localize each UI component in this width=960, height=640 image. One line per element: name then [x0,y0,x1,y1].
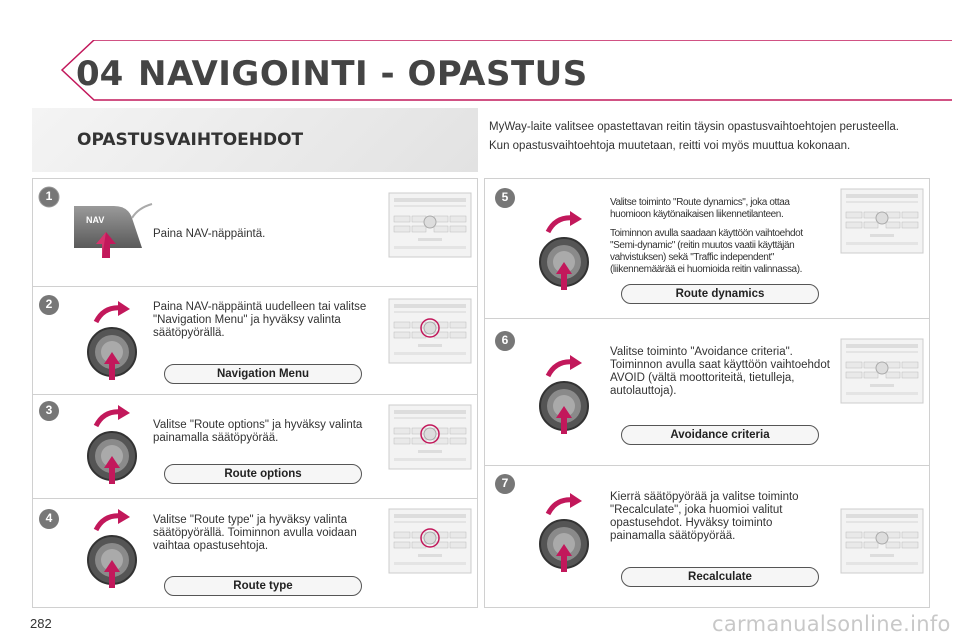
step-1-text: Paina NAV-näppäintä. [153,228,266,240]
step-badge-2: 2 [38,294,60,316]
step-2-text: Paina NAV-näppäintä uudelleen tai valitse "Navigation Menu" ja hyväksy valinta säätöpyörällä. [153,301,367,339]
menu-label-avoidance-criteria: Avoidance criteria [621,425,819,445]
row-divider [32,286,478,287]
row-divider [484,318,930,319]
radio-unit-illustration [840,188,924,254]
menu-label-route-options: Route options [164,464,362,484]
control-knob-icon [82,404,146,496]
step-7-text: Kierrä säätöpyörää ja valitse toiminto "Recalculate", joka huomioi valitut opastusehdot. Hyväksy toiminto painamalla säätöpyörää. [610,491,799,542]
intro-line-2: Kun opastusvaihtoehtoja muutetaan, reitti voi myös muuttua kokonaan. [489,140,851,152]
nav-key-illustration [72,198,154,260]
radio-unit-illustration [388,298,472,364]
menu-label-navigation-menu: Navigation Menu [164,364,362,384]
step-badge-3: 3 [38,400,60,422]
chapter-title: NAVIGOINTI - OPASTUS [138,54,588,94]
intro-line-1: MyWay-laite valitsee opastettavan reitin täysin opastusvaihtoehtojen perusteella. [489,121,899,133]
step-badge-7: 7 [494,473,516,495]
step-badge-5: 5 [494,187,516,209]
control-knob-icon [534,210,598,302]
step-4-text: Valitse "Route type" ja hyväksy valinta säätöpyörällä. Toiminnon avulla voidaan vaihtaa opastusehtoja. [153,514,357,552]
radio-unit-illustration [840,508,924,574]
control-knob-icon [534,354,598,446]
step-5-text: Valitse toiminto "Route dynamics", joka ottaa huomioon käytönaikaisen liikennetilanteen. [610,197,790,220]
menu-label-route-dynamics: Route dynamics [621,284,819,304]
menu-label-route-type: Route type [164,576,362,596]
section-title: OPASTUSVAIHTOEHDOT [77,130,304,150]
watermark-text: carmanualsonline.info [712,612,951,636]
control-knob-icon [82,508,146,600]
step-badge-4: 4 [38,508,60,530]
step-badge-1: 1 [38,186,60,208]
nav-key-label: NAV [86,215,105,225]
chapter-number: 04 [76,54,124,94]
step-5-text-extra: Toiminnon avulla saadaan käyttöön vaihtoehdot "Semi-dynamic" (reitin muutos vaatii käyttäjän vahvistuksen) sekä "Traffic independent" (liikennemäärää ei huomioida reitin valinnassa). [610,228,803,275]
step-badge-6: 6 [494,330,516,352]
row-divider [32,394,478,395]
step-6-text: Valitse toiminto "Avoidance criteria". Toiminnon avulla saat käyttöön vaihtoehdot AVOID (vältä moottoriteitä, tietulleja, autolauttoja). [610,346,830,397]
control-knob-icon [82,300,146,392]
row-divider [32,498,478,499]
radio-unit-illustration [388,508,472,574]
page-number: 282 [30,616,52,631]
menu-label-recalculate: Recalculate [621,567,819,587]
control-knob-icon [534,492,598,584]
intro-text [489,120,929,158]
radio-unit-illustration [388,404,472,470]
radio-unit-illustration [388,192,472,258]
radio-unit-illustration [840,338,924,404]
step-3-text: Valitse "Route options" ja hyväksy valinta painamalla säätöpyörää. [153,419,363,444]
row-divider [484,465,930,466]
